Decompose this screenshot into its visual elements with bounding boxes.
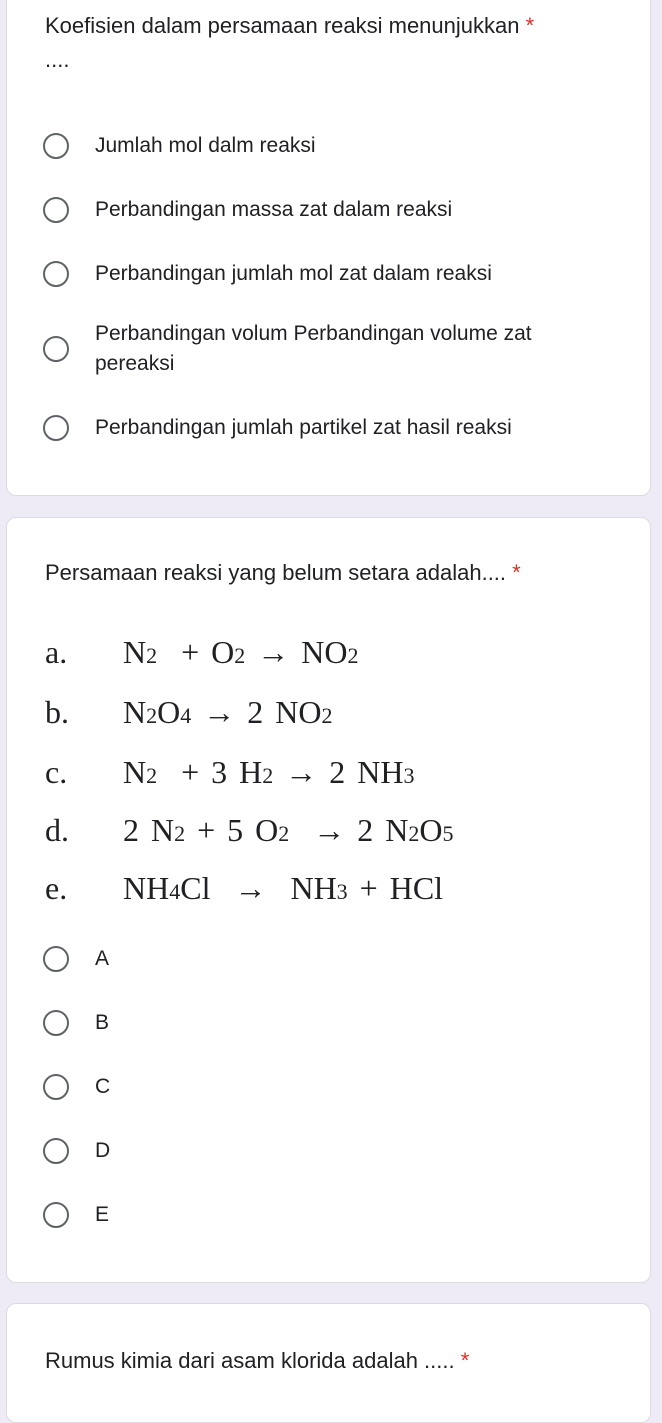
radio-unchecked-icon[interactable] xyxy=(43,1074,69,1100)
equation-label: a. xyxy=(45,634,68,670)
equation-label: e. xyxy=(45,870,68,906)
formula: N xyxy=(151,812,175,848)
arrow-icon: → xyxy=(257,634,290,670)
formula: O xyxy=(255,812,279,848)
radio-unchecked-icon[interactable] xyxy=(43,1202,69,1228)
required-asterisk: * xyxy=(525,13,535,38)
option-label: A xyxy=(95,947,110,970)
option-b[interactable] xyxy=(43,1008,109,1038)
question-title xyxy=(45,558,521,588)
option-label: D xyxy=(95,1139,111,1162)
formula: O xyxy=(419,812,443,848)
option-2[interactable] xyxy=(43,195,452,225)
equation-b: b. N 2 O 4 → 2 NO 2 xyxy=(45,694,333,730)
question-title-text: Persamaan reaksi yang belum setara adalah.... xyxy=(45,560,507,585)
option-c[interactable] xyxy=(43,1072,110,1102)
radio-unchecked-icon[interactable] xyxy=(43,1010,69,1036)
equation-d: d. 2 N 2 + 5 O 2 → 2 N 2 O 5 xyxy=(45,812,454,848)
option-label: Jumlah mol dalm reaksi xyxy=(95,134,316,157)
equation-label: d. xyxy=(45,812,69,848)
radio-unchecked-icon[interactable] xyxy=(43,261,69,287)
arrow-icon: → xyxy=(313,812,346,848)
equation-a: a. N 2 + O 2 → NO 2 xyxy=(45,634,359,670)
radio-unchecked-icon[interactable] xyxy=(43,1138,69,1164)
equation-c: c. N 2 + 3 H 2 → 2 NH 3 xyxy=(45,754,415,790)
arrow-icon: → xyxy=(285,754,318,790)
radio-unchecked-icon[interactable] xyxy=(43,946,69,972)
radio-unchecked-icon[interactable] xyxy=(43,415,69,441)
option-e[interactable] xyxy=(43,1200,109,1230)
formula: N xyxy=(385,812,409,848)
formula: N xyxy=(123,754,147,790)
option-label: Perbandingan jumlah partikel zat hasil reaksi xyxy=(95,416,512,439)
coefficient: 2 xyxy=(247,694,264,730)
equation-label: b. xyxy=(45,694,69,730)
required-asterisk: * xyxy=(512,560,521,585)
formula: NO xyxy=(275,694,322,730)
formula: HCl xyxy=(389,870,444,906)
option-a[interactable] xyxy=(43,944,109,974)
coefficient: 2 xyxy=(329,754,346,790)
arrow-icon: → xyxy=(234,870,267,906)
coefficient: 2 xyxy=(123,812,139,848)
formula: O xyxy=(211,634,235,670)
formula: N xyxy=(123,634,147,670)
option-d[interactable] xyxy=(43,1136,110,1166)
question-card-2 xyxy=(6,517,651,1283)
plus-sign: + xyxy=(181,754,200,790)
option-5[interactable] xyxy=(43,413,512,443)
required-asterisk: * xyxy=(460,1348,470,1373)
radio-unchecked-icon[interactable] xyxy=(43,197,69,223)
formula: Cl xyxy=(180,870,211,906)
formula: NH xyxy=(357,754,404,790)
formula: N xyxy=(123,694,147,730)
question-card-3 xyxy=(6,1303,651,1423)
coefficient: 5 xyxy=(227,812,244,848)
equation-label: c. xyxy=(45,754,68,790)
radio-unchecked-icon[interactable] xyxy=(43,133,69,159)
formula: H xyxy=(239,754,263,790)
question-title xyxy=(45,11,534,41)
option-4[interactable] xyxy=(43,319,595,379)
plus-sign: + xyxy=(181,634,200,670)
option-label: B xyxy=(95,1011,110,1034)
arrow-icon: → xyxy=(203,694,236,730)
option-label: Perbandingan massa zat dalam reaksi xyxy=(95,198,453,221)
formula: NO xyxy=(301,634,348,670)
question-title-text: Koefisien dalam persamaan reaksi menunjukkan xyxy=(45,13,520,38)
formula: O xyxy=(157,694,181,730)
plus-sign: + xyxy=(197,812,216,848)
option-label: Perbandingan jumlah mol zat dalam reaksi xyxy=(95,262,492,285)
formula: NH xyxy=(123,870,170,906)
option-label: Perbandingan volum Perbandingan volume zat pereaksi xyxy=(95,322,532,375)
formula: NH xyxy=(290,870,337,906)
question-card-1 xyxy=(6,0,651,496)
option-label: E xyxy=(95,1203,110,1226)
option-label: C xyxy=(95,1075,111,1098)
plus-sign: + xyxy=(359,870,378,906)
coefficient: 3 xyxy=(211,754,228,790)
option-1[interactable] xyxy=(43,131,316,161)
question-title-text: Rumus kimia dari asam klorida adalah ..... xyxy=(45,1348,455,1373)
radio-unchecked-icon[interactable] xyxy=(43,336,69,362)
coefficient: 2 xyxy=(357,812,374,848)
question-title xyxy=(45,1346,469,1376)
question-title-tail: .... xyxy=(45,47,70,72)
equation-e: e. NH 4 Cl → NH 3 + HCl xyxy=(45,870,444,906)
option-3[interactable] xyxy=(43,259,492,289)
